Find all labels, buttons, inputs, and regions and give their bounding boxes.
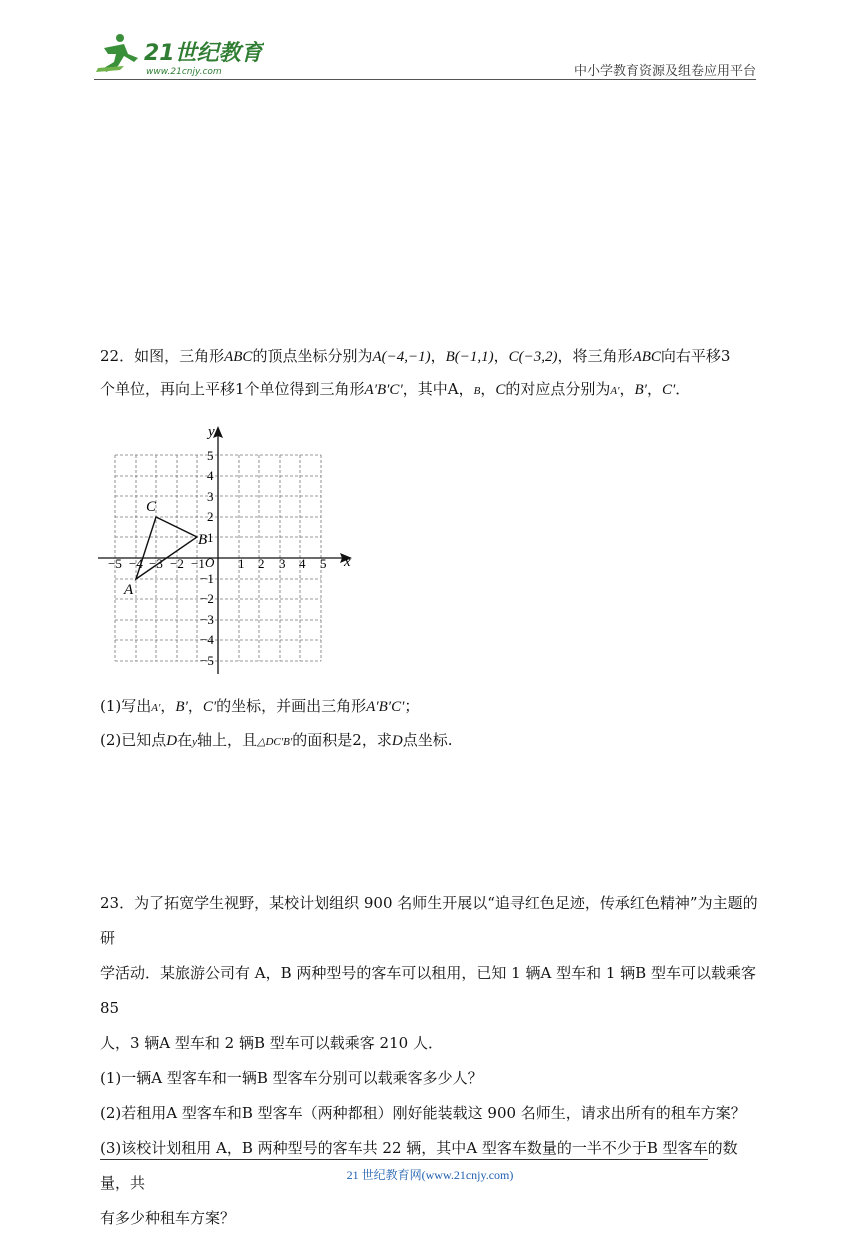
- y-axis-label: y: [208, 424, 215, 440]
- q23-part3b: 有多少种租车方案？: [100, 1209, 236, 1227]
- q22-part2: (2)已知点D在y轴上，且△DC′B′的面积是2，求D点坐标.: [100, 731, 453, 749]
- q23-line1: 23．为了拓宽学生视野，某校计划组织 900 名师生开展以“追寻红色足迹，传承红色精神”为主题的研: [100, 894, 758, 947]
- q23-line2: 学活动．某旅游公司有 A，B 两种型号的客车可以租用，已知 1 辆A 型车和 1 辆B 型车可以载乘客 85: [100, 964, 756, 1017]
- y-tick: 3: [207, 489, 214, 504]
- q23-line3: 人，3 辆A 型车和 2 辆B 型车可以载乘客 210 人．: [100, 1034, 443, 1052]
- logo-url: www.21cnjy.com: [146, 67, 222, 77]
- q23-part2: (2)若租用A 型客车和B 型客车（两种都租）刚好能装载这 900 名师生，请求出所有的租车方案？: [100, 1104, 746, 1122]
- site-logo[interactable]: [94, 32, 264, 80]
- x-tick: −4: [129, 556, 143, 571]
- question-22-parts: [100, 690, 760, 758]
- y-tick: 5: [207, 448, 214, 463]
- x-tick: 5: [320, 556, 327, 571]
- y-tick: 2: [207, 509, 214, 524]
- y-tick: −2: [200, 591, 214, 606]
- y-tick: 4: [207, 468, 214, 483]
- x-tick: −5: [108, 556, 122, 571]
- triangle-abc: [136, 517, 197, 579]
- x-axis-label: x: [344, 554, 351, 570]
- q22-line2: 个单位，再向上平移1个单位得到三角形A′B′C′，其中A，B，C的对应点分别为A′，B′，C′．: [100, 380, 691, 398]
- footer-link[interactable]: 21 世纪教育网(www.21cnjy.com): [346, 1168, 514, 1182]
- y-tick: 1: [207, 530, 214, 545]
- x-tick: −2: [170, 556, 184, 571]
- q23-part3a: (3)该校计划租用 A，B 两种型号的客车共 22 辆，其中A 型客车数量的一半不少于B 型客车的数量，共: [100, 1139, 738, 1192]
- q23-part1: (1)一辆A 型客车和一辆B 型客车分别可以载乘客多少人？: [100, 1069, 483, 1087]
- coordinate-figure: [96, 420, 364, 680]
- header-divider: [94, 79, 756, 80]
- q22-part1: (1)写出A′，B′，C′的坐标，并画出三角形A′B′C′；: [100, 697, 420, 715]
- point-c-label: C: [146, 499, 157, 515]
- x-tick: 3: [279, 556, 286, 571]
- x-tick: 4: [299, 556, 306, 571]
- logo-title: 21世纪教育: [144, 41, 263, 66]
- y-tick: −5: [200, 653, 214, 668]
- x-tick: −1: [191, 556, 205, 571]
- point-b-label: B: [198, 532, 208, 548]
- x-tick: 2: [258, 556, 265, 571]
- y-tick: −1: [200, 571, 214, 586]
- x-tick: −3: [149, 556, 163, 571]
- y-tick: −4: [200, 632, 214, 647]
- point-a-label: A: [124, 582, 134, 598]
- page-header: [0, 0, 860, 90]
- y-tick: −3: [200, 612, 214, 627]
- x-tick: 1: [238, 556, 245, 571]
- question-23: [100, 886, 760, 1236]
- axes: [98, 434, 346, 674]
- platform-name: 中小学教育资源及组卷应用平台: [573, 64, 756, 79]
- question-22: [100, 340, 760, 407]
- q22-line1: 22．如图，三角形ABC的顶点坐标分别为A(−4,−1)，B(−1,1)，C(−3,2)，将三角形ABC向右平移3: [100, 347, 731, 365]
- origin-label: O: [205, 555, 215, 570]
- footer-divider: [100, 1159, 708, 1160]
